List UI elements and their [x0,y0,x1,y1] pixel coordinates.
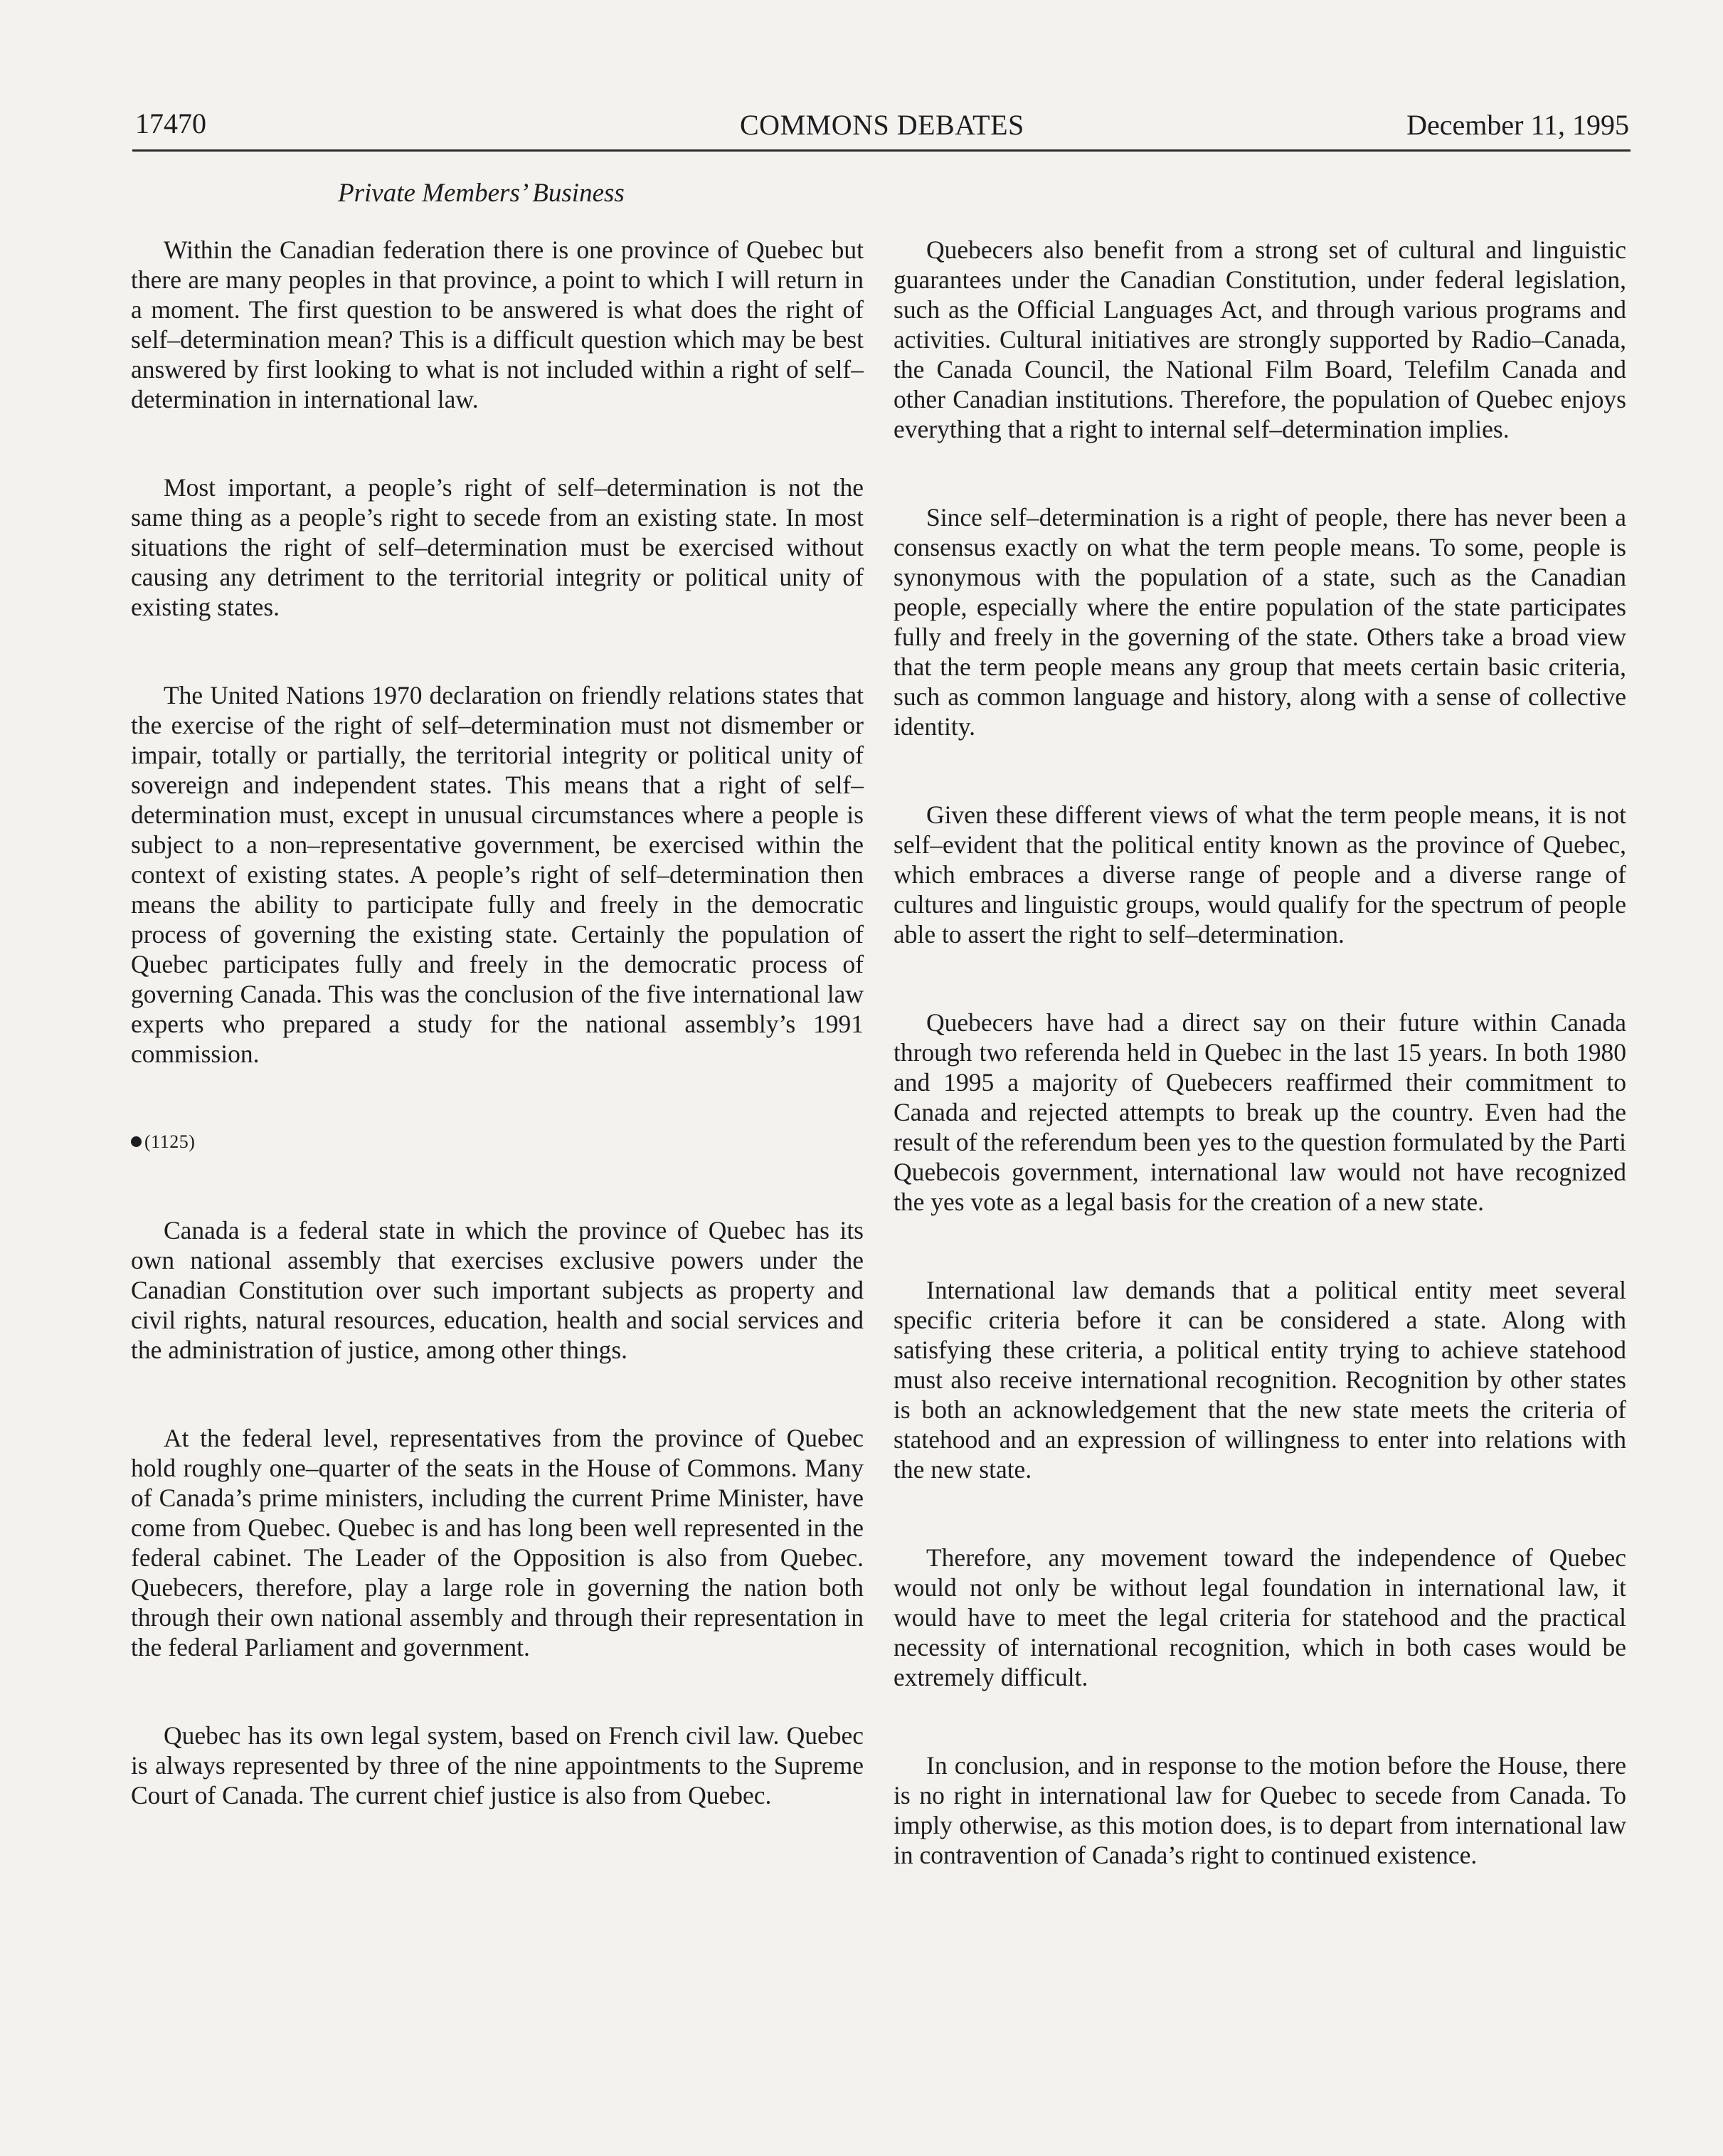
paragraph: Canada is a federal state in which the province of Quebec has its own national assembly that exercises exclusive powers under the Canadian Constitution over such important subjects as property and civil rights, natural resources, education, health and social services and the administration of justice, among other things. [131,1216,864,1364]
time-marker-label: (1125) [144,1131,196,1152]
time-marker [131,1127,864,1157]
paragraph: International law demands that a political entity meet several specific criteria before it can be considered a state. Along with satisfying these criteria, a political entity trying to achieve statehood must also receive international recognition. Recognition by other states is both an acknowledgement that the new state meets the criteria of statehood and an expression of willingness to enter into relations with the new state. [894,1276,1626,1484]
paragraph: Quebecers also benefit from a strong set of cultural and linguistic guarantees under the Canadian Constitution, under federal legislation, such as the Official Languages Act, and through various programs and activities. Cultural initiatives are strongly supported by Radio–Canada, the Canada Council, the National Film Board, Telefilm Canada and other Canadian institutions. Therefore, the population of Quebec enjoys everything that a right to internal self–determination implies. [894,236,1626,443]
paragraph: Most important, a people’s right of self–determination is not the same thing as a people’s right to secede from an existing state. In most situations the right of self–determination must be exercised without causing any detriment to the territorial integrity or political unity of existing states. [131,473,864,621]
page-number: 17470 [135,107,206,139]
left-column [131,235,864,1869]
paragraph: Given these different views of what the term people means, it is not self–evident that the political entity known as the province of Quebec, which embraces a diverse range of people and a diverse range of cultures and linguistic groups, would qualify for the spectrum of people able to assert the right to self–determination. [894,800,1626,948]
paragraph: Quebecers have had a direct say on their future within Canada through two referenda held in Quebec in the last 15 years. In both 1980 and 1995 a majority of Quebecers reaffirmed their commitment to Canada and rejected attempts to break up the country. Even had the result of the referendum been yes to the question formulated by the Parti Quebecois government, international law would not have recognized the yes vote as a legal basis for the creation of a new state. [894,1008,1626,1216]
paragraph: Since self–determination is a right of people, there has never been a consensus exactly on what the term people means. To some, people is synonymous with the population of a state, such as the Canadian people, especially where the entire population of the state participates fully and freely in the governing of the state. Others take a broad view that the term people means any group that meets certain basic criteria, such as common language and history, along with a sense of collective identity. [894,503,1626,741]
publication-title: COMMONS DEBATES [740,109,1024,141]
header-rule [132,149,1631,152]
section-title: Private Members’ Business [338,179,625,208]
right-column [894,235,1626,1928]
paragraph: Therefore, any movement toward the independence of Quebec would not only be without legal foundation in international law, it would have to meet the legal criteria for statehood and the practical necessity of international recognition, which in both cases would be extremely difficult. [894,1543,1626,1691]
publication-date: December 11, 1995 [1406,109,1629,141]
paragraph: At the federal level, representatives from the province of Quebec hold roughly one–quarter of the seats in the House of Commons. Many of Canada’s prime ministers, including the current Prime Minister, have come from Quebec. Quebec is and has long been well represented in the federal cabinet. The Leader of the Opposition is also from Quebec. Quebecers, therefore, play a large role in governing the nation both through their own national assembly and through their representation in the federal Parliament and government. [131,1424,864,1661]
bullet-icon [131,1136,142,1147]
page-header [135,107,1629,149]
paragraph: Quebec has its own legal system, based on French civil law. Quebec is always represented by three of the nine appointments to the Supreme Court of Canada. The current chief justice is also from Quebec. [131,1721,864,1809]
paragraph: The United Nations 1970 declaration on friendly relations states that the exercise of the right of self–determination must not dismember or impair, totally or partially, the territorial integrity or political unity of sovereign and independent states. This means that a right of self–determination must, except in unusual circumstances where a people is subject to a non–representative government, be exercised within the context of existing states. A people’s right of self–determination then means the ability to participate fully and freely in the democratic process of governing the existing state. Certainly the population of Quebec participates fully and freely in the democratic process of governing Canada. This was the conclusion of the five international law experts who prepared a study for the national assembly’s 1991 commission. [131,681,864,1068]
paragraph: In conclusion, and in response to the motion before the House, there is no right in international law for Quebec to secede from Canada. To imply otherwise, as this motion does, is to depart from international law in contravention of Canada’s right to continued existence. [894,1751,1626,1869]
paragraph: Within the Canadian federation there is one province of Quebec but there are many peoples in that province, a point to which I will return in a moment. The first question to be answered is what does the right of self–determination mean? This is a difficult question which may be best answered by first looking to what is not included within a right of self–determination in international law. [131,236,864,413]
